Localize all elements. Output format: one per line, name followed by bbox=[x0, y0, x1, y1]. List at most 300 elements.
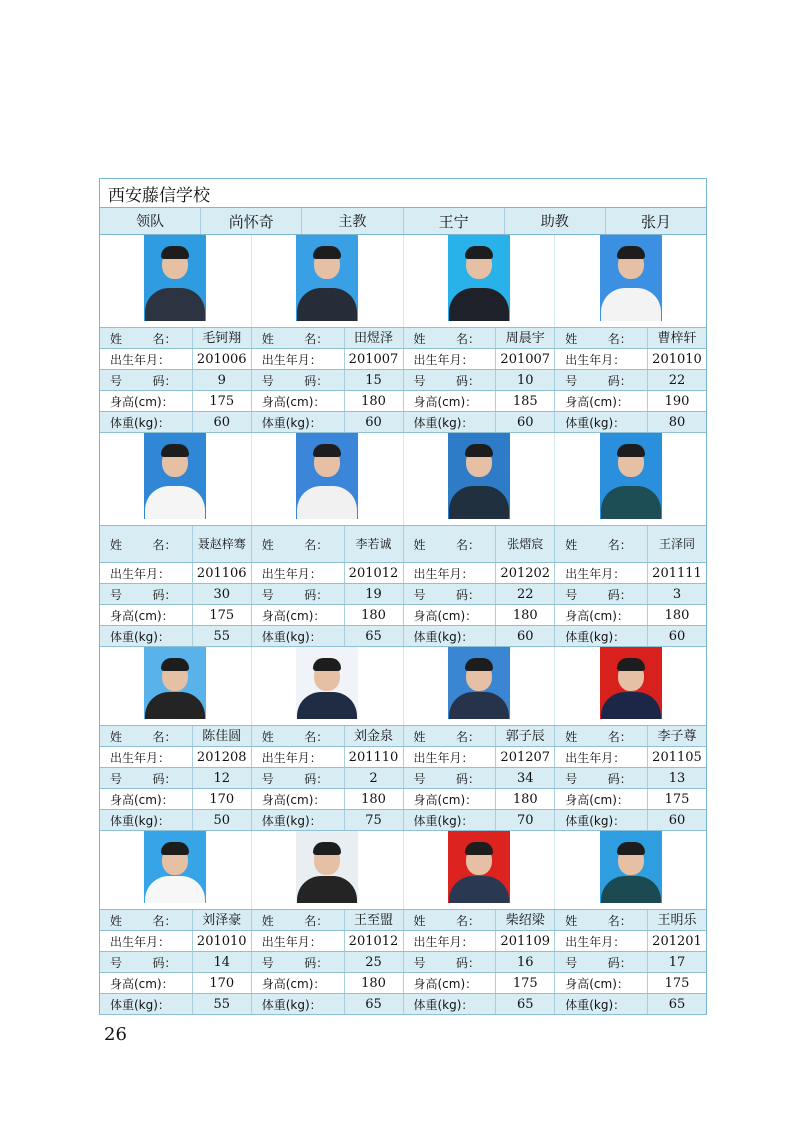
player-field bbox=[555, 563, 706, 583]
field-label-height: 身高(cm)： bbox=[413, 792, 478, 807]
field-label-height: 身高(cm)： bbox=[261, 394, 326, 409]
field-label-weight: 体重(kg)： bbox=[110, 415, 170, 430]
page-number: 26 bbox=[104, 1024, 127, 1045]
player-birth: 201111 bbox=[647, 563, 706, 583]
photo-shirt bbox=[449, 876, 509, 903]
player-height: 170 bbox=[192, 789, 251, 809]
player-field bbox=[555, 626, 706, 646]
field-label-height: 身高(cm)： bbox=[261, 608, 326, 623]
field-label-number: 号 码： bbox=[565, 587, 632, 602]
field-label-birth: 出生年月： bbox=[413, 750, 474, 765]
player-name: 张熠宸 bbox=[495, 526, 554, 562]
player-field bbox=[404, 563, 556, 583]
field-label-birth: 出生年月： bbox=[261, 934, 322, 949]
player-field bbox=[100, 563, 252, 583]
player-field bbox=[555, 605, 706, 625]
field-label-number: 号 码： bbox=[413, 373, 481, 388]
field-label-number: 号 码： bbox=[565, 955, 632, 970]
player-weight: 70 bbox=[495, 810, 554, 830]
field-label-number: 号 码： bbox=[261, 587, 329, 602]
player-name: 王泽同 bbox=[647, 526, 706, 562]
player-field bbox=[100, 328, 252, 348]
field-label-number: 号 码： bbox=[413, 587, 481, 602]
player-field bbox=[404, 768, 556, 788]
player-field bbox=[555, 584, 706, 604]
player-field bbox=[100, 412, 252, 432]
player-number: 34 bbox=[495, 768, 554, 788]
field-label-number: 号 码： bbox=[413, 771, 481, 786]
player-group-3 bbox=[99, 647, 707, 831]
photo-shirt bbox=[601, 692, 661, 719]
player-photo bbox=[448, 647, 510, 719]
player-number: 14 bbox=[192, 952, 251, 972]
player-number: 12 bbox=[192, 768, 251, 788]
info-row-weight bbox=[100, 625, 706, 647]
player-birth: 201007 bbox=[495, 349, 554, 369]
field-label-birth: 出生年月： bbox=[565, 750, 626, 765]
photo-row bbox=[100, 831, 706, 909]
player-field bbox=[252, 370, 404, 390]
photo-hair bbox=[313, 444, 341, 457]
player-field bbox=[100, 789, 252, 809]
field-label-name: 姓 名： bbox=[413, 537, 481, 552]
field-label-birth: 出生年月： bbox=[413, 934, 474, 949]
field-label-weight: 体重(kg)： bbox=[413, 629, 474, 644]
player-field bbox=[555, 789, 706, 809]
player-field bbox=[100, 726, 252, 746]
photo-cell bbox=[252, 647, 404, 725]
player-field bbox=[555, 328, 706, 348]
player-birth: 201109 bbox=[495, 931, 554, 951]
player-number: 3 bbox=[647, 584, 706, 604]
info-row-name bbox=[100, 909, 706, 930]
field-label-name: 姓 名： bbox=[261, 729, 329, 744]
player-field bbox=[252, 789, 404, 809]
player-name: 刘泽豪 bbox=[192, 910, 251, 930]
player-weight: 60 bbox=[344, 412, 403, 432]
photo-cell bbox=[252, 433, 404, 525]
player-height: 175 bbox=[495, 973, 554, 993]
player-field bbox=[100, 952, 252, 972]
player-name: 李若诚 bbox=[344, 526, 403, 562]
player-photo bbox=[600, 433, 662, 519]
field-label-weight: 体重(kg)： bbox=[261, 813, 322, 828]
field-label-name: 姓 名： bbox=[565, 729, 632, 744]
player-field bbox=[252, 584, 404, 604]
player-height: 180 bbox=[647, 605, 706, 625]
field-label-name: 姓 名： bbox=[261, 913, 329, 928]
photo-shirt bbox=[297, 876, 357, 903]
player-field bbox=[252, 973, 404, 993]
photo-row bbox=[100, 235, 706, 327]
player-height: 175 bbox=[647, 789, 706, 809]
field-label-number: 号 码： bbox=[110, 955, 177, 970]
photo-cell bbox=[100, 831, 252, 909]
field-label-weight: 体重(kg)： bbox=[413, 997, 474, 1012]
info-row-birth bbox=[100, 930, 706, 951]
field-label-weight: 体重(kg)： bbox=[261, 997, 322, 1012]
photo-cell bbox=[100, 433, 252, 525]
photo-shirt bbox=[449, 486, 509, 519]
photo-hair bbox=[617, 444, 645, 457]
photo-cell bbox=[404, 433, 556, 525]
player-number: 9 bbox=[192, 370, 251, 390]
field-label-name: 姓 名： bbox=[565, 537, 632, 552]
photo-hair bbox=[161, 842, 189, 855]
info-row-number bbox=[100, 369, 706, 390]
photo-hair bbox=[313, 658, 341, 671]
player-name: 田煜泽 bbox=[344, 328, 403, 348]
photo-shirt bbox=[297, 486, 357, 519]
player-birth: 201208 bbox=[192, 747, 251, 767]
player-field bbox=[100, 370, 252, 390]
photo-shirt bbox=[145, 876, 205, 903]
player-photo bbox=[144, 235, 206, 321]
player-field bbox=[404, 952, 556, 972]
player-name: 聂赵梓骞 bbox=[192, 526, 251, 562]
player-photo bbox=[144, 831, 206, 903]
photo-row bbox=[100, 433, 706, 525]
field-label-birth: 出生年月： bbox=[110, 750, 171, 765]
player-field bbox=[100, 584, 252, 604]
player-weight: 50 bbox=[192, 810, 251, 830]
player-number: 10 bbox=[495, 370, 554, 390]
field-label-height: 身高(cm)： bbox=[413, 608, 478, 623]
player-weight: 75 bbox=[344, 810, 403, 830]
player-height: 175 bbox=[192, 391, 251, 411]
player-field bbox=[252, 726, 404, 746]
field-label-height: 身高(cm)： bbox=[565, 394, 629, 409]
field-label-weight: 体重(kg)： bbox=[413, 415, 474, 430]
player-group-1 bbox=[99, 235, 707, 433]
player-number: 16 bbox=[495, 952, 554, 972]
photo-cell bbox=[252, 235, 404, 327]
photo-hair bbox=[465, 444, 493, 457]
photo-cell bbox=[555, 433, 706, 525]
field-label-height: 身高(cm)： bbox=[261, 792, 326, 807]
player-name: 陈佳圆 bbox=[192, 726, 251, 746]
player-field bbox=[100, 349, 252, 369]
field-label-number: 号 码： bbox=[565, 771, 632, 786]
player-height: 180 bbox=[344, 973, 403, 993]
player-photo bbox=[448, 831, 510, 903]
info-row-number bbox=[100, 951, 706, 972]
player-field bbox=[252, 412, 404, 432]
player-field bbox=[100, 605, 252, 625]
staff-role-head-coach: 主教 bbox=[302, 208, 403, 234]
player-field bbox=[404, 605, 556, 625]
player-field bbox=[555, 726, 706, 746]
field-label-number: 号 码： bbox=[110, 373, 177, 388]
field-label-birth: 出生年月： bbox=[413, 566, 474, 581]
player-photo bbox=[144, 647, 206, 719]
info-row-number bbox=[100, 583, 706, 604]
player-field bbox=[100, 910, 252, 930]
photo-cell bbox=[404, 831, 556, 909]
photo-shirt bbox=[145, 288, 205, 321]
field-label-weight: 体重(kg)： bbox=[110, 629, 170, 644]
player-number: 15 bbox=[344, 370, 403, 390]
player-field bbox=[555, 810, 706, 830]
player-weight: 55 bbox=[192, 994, 251, 1014]
player-birth: 201006 bbox=[192, 349, 251, 369]
player-field bbox=[555, 526, 706, 562]
player-field bbox=[555, 412, 706, 432]
player-field bbox=[100, 768, 252, 788]
player-field bbox=[555, 768, 706, 788]
field-label-name: 姓 名： bbox=[261, 537, 329, 552]
player-field bbox=[404, 726, 556, 746]
player-height: 180 bbox=[344, 605, 403, 625]
player-height: 180 bbox=[344, 789, 403, 809]
field-label-height: 身高(cm)： bbox=[110, 608, 174, 623]
info-row-name bbox=[100, 327, 706, 348]
field-label-name: 姓 名： bbox=[261, 331, 329, 346]
player-birth: 201012 bbox=[344, 931, 403, 951]
photo-shirt bbox=[449, 692, 509, 719]
player-name: 李子尊 bbox=[647, 726, 706, 746]
field-label-height: 身高(cm)： bbox=[110, 394, 174, 409]
player-height: 190 bbox=[647, 391, 706, 411]
player-field bbox=[404, 349, 556, 369]
player-birth: 201207 bbox=[495, 747, 554, 767]
info-row-height bbox=[100, 390, 706, 411]
photo-hair bbox=[465, 842, 493, 855]
field-label-name: 姓 名： bbox=[413, 729, 481, 744]
player-weight: 60 bbox=[192, 412, 251, 432]
field-label-number: 号 码： bbox=[261, 955, 329, 970]
player-photo bbox=[600, 831, 662, 903]
photo-shirt bbox=[297, 288, 357, 321]
player-field bbox=[252, 910, 404, 930]
player-height: 175 bbox=[192, 605, 251, 625]
player-weight: 65 bbox=[495, 994, 554, 1014]
player-field bbox=[252, 391, 404, 411]
photo-hair bbox=[161, 658, 189, 671]
player-field bbox=[404, 931, 556, 951]
field-label-weight: 体重(kg)： bbox=[413, 813, 474, 828]
staff-name-assistant-coach: 张月 bbox=[640, 212, 671, 231]
photo-shirt bbox=[601, 876, 661, 903]
info-row-name bbox=[100, 525, 706, 562]
player-birth: 201202 bbox=[495, 563, 554, 583]
player-field bbox=[100, 973, 252, 993]
player-field bbox=[252, 952, 404, 972]
player-photo bbox=[296, 831, 358, 903]
player-field bbox=[404, 328, 556, 348]
photo-cell bbox=[404, 235, 556, 327]
photo-hair bbox=[617, 246, 645, 259]
player-field bbox=[404, 584, 556, 604]
photo-hair bbox=[161, 246, 189, 259]
player-field bbox=[555, 349, 706, 369]
player-name: 毛钶翔 bbox=[192, 328, 251, 348]
player-weight: 60 bbox=[495, 626, 554, 646]
player-field bbox=[252, 810, 404, 830]
player-birth: 201007 bbox=[344, 349, 403, 369]
field-label-weight: 体重(kg)： bbox=[261, 415, 322, 430]
player-weight: 80 bbox=[647, 412, 706, 432]
player-name: 柴绍梁 bbox=[495, 910, 554, 930]
player-field bbox=[100, 994, 252, 1014]
school-title: 西安藤信学校 bbox=[99, 178, 707, 207]
player-number: 2 bbox=[344, 768, 403, 788]
player-birth: 201201 bbox=[647, 931, 706, 951]
photo-row bbox=[100, 647, 706, 725]
player-birth: 201105 bbox=[647, 747, 706, 767]
player-field bbox=[252, 931, 404, 951]
player-field bbox=[555, 994, 706, 1014]
field-label-number: 号 码： bbox=[261, 771, 329, 786]
field-label-height: 身高(cm)： bbox=[413, 976, 478, 991]
player-name: 郭子辰 bbox=[495, 726, 554, 746]
player-field bbox=[555, 391, 706, 411]
player-name: 刘金泉 bbox=[344, 726, 403, 746]
player-photo bbox=[144, 433, 206, 519]
photo-cell bbox=[404, 647, 556, 725]
photo-cell bbox=[555, 235, 706, 327]
info-row-name bbox=[100, 725, 706, 746]
info-row-weight bbox=[100, 993, 706, 1015]
player-weight: 60 bbox=[495, 412, 554, 432]
photo-hair bbox=[313, 842, 341, 855]
player-weight: 60 bbox=[647, 626, 706, 646]
player-photo bbox=[448, 433, 510, 519]
info-row-birth bbox=[100, 348, 706, 369]
field-label-height: 身高(cm)： bbox=[110, 792, 174, 807]
player-birth: 201010 bbox=[192, 931, 251, 951]
photo-shirt bbox=[297, 692, 357, 719]
staff-name-head-coach: 王宁 bbox=[404, 208, 505, 234]
field-label-weight: 体重(kg)： bbox=[565, 415, 626, 430]
player-name: 王至盟 bbox=[344, 910, 403, 930]
player-name: 周晨宇 bbox=[495, 328, 554, 348]
field-label-name: 姓 名： bbox=[110, 537, 177, 552]
photo-cell bbox=[100, 647, 252, 725]
player-number: 13 bbox=[647, 768, 706, 788]
player-field bbox=[404, 910, 556, 930]
field-label-name: 姓 名： bbox=[413, 331, 481, 346]
player-field bbox=[100, 391, 252, 411]
photo-hair bbox=[161, 444, 189, 457]
info-row-height bbox=[100, 788, 706, 809]
photo-cell bbox=[555, 647, 706, 725]
player-photo bbox=[296, 433, 358, 519]
photo-shirt bbox=[145, 486, 205, 519]
player-number: 22 bbox=[495, 584, 554, 604]
photo-cell bbox=[100, 235, 252, 327]
photo-shirt bbox=[145, 692, 205, 719]
player-height: 180 bbox=[495, 605, 554, 625]
player-field bbox=[252, 626, 404, 646]
player-height: 180 bbox=[495, 789, 554, 809]
player-birth: 201110 bbox=[344, 747, 403, 767]
field-label-number: 号 码： bbox=[261, 373, 329, 388]
field-label-birth: 出生年月： bbox=[261, 352, 322, 367]
player-group-2 bbox=[99, 433, 707, 647]
player-field bbox=[404, 747, 556, 767]
player-field bbox=[252, 526, 404, 562]
player-field bbox=[555, 747, 706, 767]
player-number: 30 bbox=[192, 584, 251, 604]
field-label-number: 号 码： bbox=[565, 373, 632, 388]
player-field bbox=[404, 526, 556, 562]
field-label-number: 号 码： bbox=[110, 587, 177, 602]
field-label-weight: 体重(kg)： bbox=[110, 813, 170, 828]
player-number: 19 bbox=[344, 584, 403, 604]
player-field bbox=[252, 563, 404, 583]
field-label-name: 姓 名： bbox=[110, 331, 177, 346]
player-field bbox=[252, 994, 404, 1014]
player-birth: 201106 bbox=[192, 563, 251, 583]
player-field bbox=[404, 789, 556, 809]
player-weight: 65 bbox=[344, 994, 403, 1014]
field-label-birth: 出生年月： bbox=[413, 352, 474, 367]
player-height: 175 bbox=[647, 973, 706, 993]
player-group-4 bbox=[99, 831, 707, 1015]
info-row-height bbox=[100, 972, 706, 993]
player-field bbox=[404, 810, 556, 830]
field-label-weight: 体重(kg)： bbox=[565, 629, 626, 644]
player-birth: 201012 bbox=[344, 563, 403, 583]
player-field bbox=[100, 526, 252, 562]
player-name: 曹梓轩 bbox=[647, 328, 706, 348]
photo-hair bbox=[465, 658, 493, 671]
field-label-number: 号 码： bbox=[413, 955, 481, 970]
staff-name-leader: 尚怀奇 bbox=[201, 208, 302, 234]
player-field bbox=[252, 349, 404, 369]
staff-role-assistant-coach: 助教 bbox=[505, 208, 606, 234]
player-field bbox=[100, 626, 252, 646]
info-row-birth bbox=[100, 746, 706, 767]
field-label-birth: 出生年月： bbox=[565, 566, 626, 581]
info-row-weight bbox=[100, 809, 706, 831]
photo-hair bbox=[617, 658, 645, 671]
info-row-number bbox=[100, 767, 706, 788]
photo-hair bbox=[465, 246, 493, 259]
player-birth: 201010 bbox=[647, 349, 706, 369]
field-label-weight: 体重(kg)： bbox=[261, 629, 322, 644]
player-number: 25 bbox=[344, 952, 403, 972]
field-label-weight: 体重(kg)： bbox=[565, 813, 626, 828]
player-field bbox=[404, 973, 556, 993]
player-field bbox=[404, 391, 556, 411]
player-field bbox=[555, 952, 706, 972]
player-field bbox=[252, 768, 404, 788]
player-field bbox=[404, 626, 556, 646]
staff-row bbox=[99, 207, 707, 235]
player-photo bbox=[600, 647, 662, 719]
player-photo bbox=[600, 235, 662, 321]
player-field bbox=[555, 973, 706, 993]
player-number: 22 bbox=[647, 370, 706, 390]
player-photo bbox=[448, 235, 510, 321]
player-field bbox=[555, 370, 706, 390]
player-field bbox=[100, 810, 252, 830]
staff-role-leader: 领队 bbox=[100, 208, 201, 234]
player-number: 17 bbox=[647, 952, 706, 972]
player-field bbox=[252, 747, 404, 767]
field-label-name: 姓 名： bbox=[110, 729, 177, 744]
photo-shirt bbox=[601, 288, 661, 321]
field-label-name: 姓 名： bbox=[110, 913, 177, 928]
field-label-birth: 出生年月： bbox=[261, 750, 322, 765]
field-label-name: 姓 名： bbox=[413, 913, 481, 928]
player-field bbox=[100, 747, 252, 767]
photo-hair bbox=[313, 246, 341, 259]
photo-shirt bbox=[449, 288, 509, 321]
field-label-height: 身高(cm)： bbox=[565, 792, 629, 807]
